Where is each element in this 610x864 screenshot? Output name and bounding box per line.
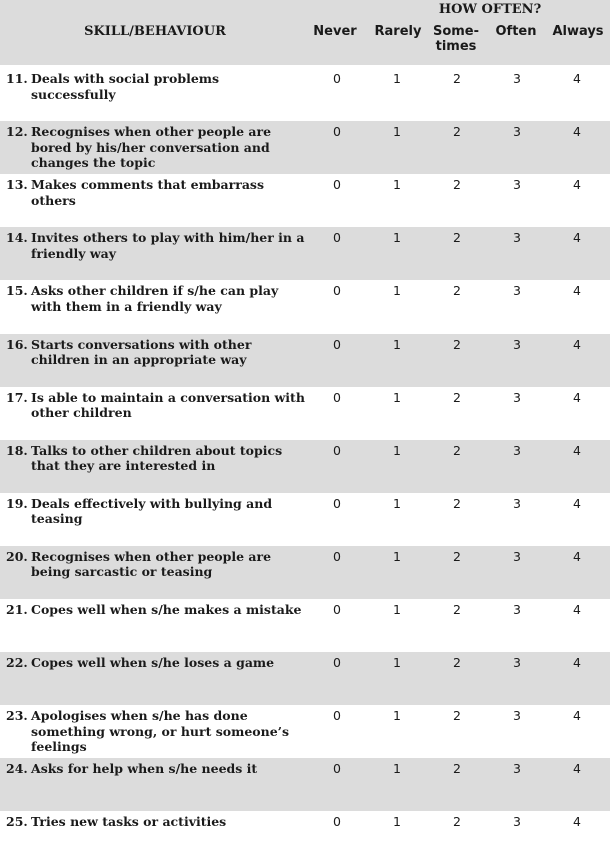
- item-number: 21.: [6, 602, 28, 617]
- sometimes-heading-line-2: times: [435, 39, 477, 54]
- item-text: Deals with social problems successfully: [31, 71, 220, 102]
- score-cell: 4: [573, 283, 581, 299]
- table-row: [0, 652, 610, 705]
- score-cell: 4: [573, 177, 581, 193]
- score-cell: 3: [513, 548, 521, 564]
- score-cell: 1: [393, 761, 401, 777]
- score-cell: 4: [573, 548, 581, 564]
- score-cell: 2: [453, 708, 461, 724]
- table-row: [0, 334, 610, 387]
- table-row: [0, 227, 610, 280]
- sometimes-heading-line-1: Some-: [432, 24, 480, 39]
- score-cell: 1: [393, 602, 401, 617]
- always-column-heading: Always: [552, 24, 604, 39]
- score-cell: 1: [393, 442, 401, 458]
- score-cell: 2: [453, 389, 461, 405]
- table-row: [0, 440, 610, 493]
- score-cell: 0: [333, 230, 341, 246]
- score-cell: 0: [333, 708, 341, 724]
- rarely-column-heading: Rarely: [374, 24, 422, 39]
- score-cell: 1: [393, 71, 401, 86]
- score-cell: 0: [333, 814, 341, 830]
- item-number: 16.: [6, 336, 28, 352]
- score-cell: 3: [513, 71, 521, 86]
- score-cell: 2: [453, 602, 461, 617]
- score-cell: 3: [513, 655, 521, 671]
- score-cell: 0: [333, 761, 341, 777]
- table-row: [0, 493, 610, 546]
- score-cell: 2: [453, 124, 461, 140]
- score-cell: 1: [393, 495, 401, 511]
- item-number: 20.: [6, 548, 28, 564]
- item-text: Recognises when other people are bored by his/her conversation and changes the topic: [31, 124, 272, 171]
- item-number: 11.: [6, 71, 28, 86]
- item-text: Recognises when other people are being sarcastic or teasing: [31, 548, 272, 580]
- score-cell: 2: [453, 336, 461, 352]
- score-cell: 3: [513, 336, 521, 352]
- item-text: Asks for help when s/he needs it: [31, 761, 258, 777]
- score-cell: 0: [333, 124, 341, 140]
- item-number: 19.: [6, 495, 28, 511]
- table-row: [0, 705, 610, 758]
- score-cell: 3: [513, 230, 521, 246]
- score-cell: 1: [393, 548, 401, 564]
- item-number: 12.: [6, 124, 28, 140]
- item-number: 23.: [6, 708, 28, 724]
- item-text: Copes well when s/he makes a mistake: [31, 602, 302, 617]
- score-cell: 4: [573, 71, 581, 86]
- score-cell: 0: [333, 655, 341, 671]
- score-cell: 3: [513, 814, 521, 830]
- item-number: 18.: [6, 442, 28, 458]
- score-cell: 1: [393, 230, 401, 246]
- score-cell: 3: [513, 708, 521, 724]
- score-cell: 4: [573, 655, 581, 671]
- item-text: Apologises when s/he has done something wrong, or hurt someone’s feelings: [31, 708, 290, 755]
- score-cell: 3: [513, 177, 521, 193]
- score-cell: 3: [513, 602, 521, 617]
- score-cell: 1: [393, 336, 401, 352]
- item-text: Talks to other children about topics that they are interested in: [31, 442, 283, 474]
- score-cell: 4: [573, 814, 581, 830]
- table-row: [0, 546, 610, 599]
- item-number: 24.: [6, 761, 28, 777]
- item-number: 25.: [6, 814, 28, 830]
- score-cell: 2: [453, 283, 461, 299]
- score-cell: 0: [333, 442, 341, 458]
- item-number: 15.: [6, 283, 28, 299]
- how-often-heading: HOW OFTEN?: [438, 2, 542, 17]
- score-cell: 1: [393, 814, 401, 830]
- score-cell: 0: [333, 177, 341, 193]
- never-column-heading: Never: [313, 24, 357, 39]
- item-number: 17.: [6, 389, 28, 405]
- score-cell: 0: [333, 602, 341, 617]
- sometimes-column-heading: [426, 24, 486, 54]
- score-cell: 2: [453, 548, 461, 564]
- score-cell: 1: [393, 177, 401, 193]
- item-text: Tries new tasks or activities: [31, 814, 227, 830]
- score-cell: 2: [453, 655, 461, 671]
- item-text: Makes comments that embarrass others: [31, 177, 264, 208]
- table-row: [0, 387, 610, 440]
- score-cell: 2: [453, 71, 461, 86]
- score-cell: 3: [513, 495, 521, 511]
- item-text: Invites others to play with him/her in a friendly way: [31, 230, 305, 261]
- score-cell: 4: [573, 124, 581, 140]
- item-number: 13.: [6, 177, 28, 193]
- score-cell: 3: [513, 283, 521, 299]
- score-cell: 1: [393, 124, 401, 140]
- score-cell: 2: [453, 230, 461, 246]
- score-cell: 2: [453, 177, 461, 193]
- score-cell: 4: [573, 761, 581, 777]
- score-cell: 3: [513, 442, 521, 458]
- item-text: Deals effectively with bullying and teasing: [31, 495, 273, 527]
- score-cell: 3: [513, 389, 521, 405]
- score-cell: 2: [453, 442, 461, 458]
- score-cell: 1: [393, 283, 401, 299]
- table-row: [0, 121, 610, 174]
- score-cell: 0: [333, 336, 341, 352]
- item-number: 14.: [6, 230, 28, 246]
- score-cell: 4: [573, 602, 581, 617]
- table-row: [0, 68, 610, 121]
- score-cell: 4: [573, 336, 581, 352]
- score-cell: 4: [573, 230, 581, 246]
- score-cell: 0: [333, 283, 341, 299]
- score-cell: 3: [513, 124, 521, 140]
- score-cell: 1: [393, 389, 401, 405]
- table-row: [0, 174, 610, 227]
- item-text: Asks other children if s/he can play with them in a friendly way: [31, 283, 279, 314]
- score-cell: 0: [333, 71, 341, 86]
- score-cell: 2: [453, 495, 461, 511]
- item-text: Copes well when s/he loses a game: [31, 655, 275, 671]
- table-row: [0, 758, 610, 811]
- score-cell: 4: [573, 708, 581, 724]
- often-column-heading: Often: [495, 24, 537, 39]
- score-cell: 0: [333, 389, 341, 405]
- score-cell: 1: [393, 708, 401, 724]
- score-cell: 1: [393, 655, 401, 671]
- table-row: [0, 811, 610, 864]
- score-cell: 3: [513, 761, 521, 777]
- score-cell: 2: [453, 814, 461, 830]
- score-cell: 4: [573, 442, 581, 458]
- score-cell: 4: [573, 389, 581, 405]
- table-row: [0, 280, 610, 333]
- skill-behaviour-heading: SKILL/BEHAVIOUR: [84, 24, 226, 39]
- score-cell: 0: [333, 548, 341, 564]
- table-header: [0, 0, 610, 65]
- score-cell: 2: [453, 761, 461, 777]
- item-text: Starts conversations with other children in an appropriate way: [31, 336, 252, 367]
- item-number: 22.: [6, 655, 28, 671]
- score-cell: 4: [573, 495, 581, 511]
- table-row: [0, 599, 610, 652]
- item-text: Is able to maintain a conversation with other children: [31, 389, 305, 421]
- score-cell: 0: [333, 495, 341, 511]
